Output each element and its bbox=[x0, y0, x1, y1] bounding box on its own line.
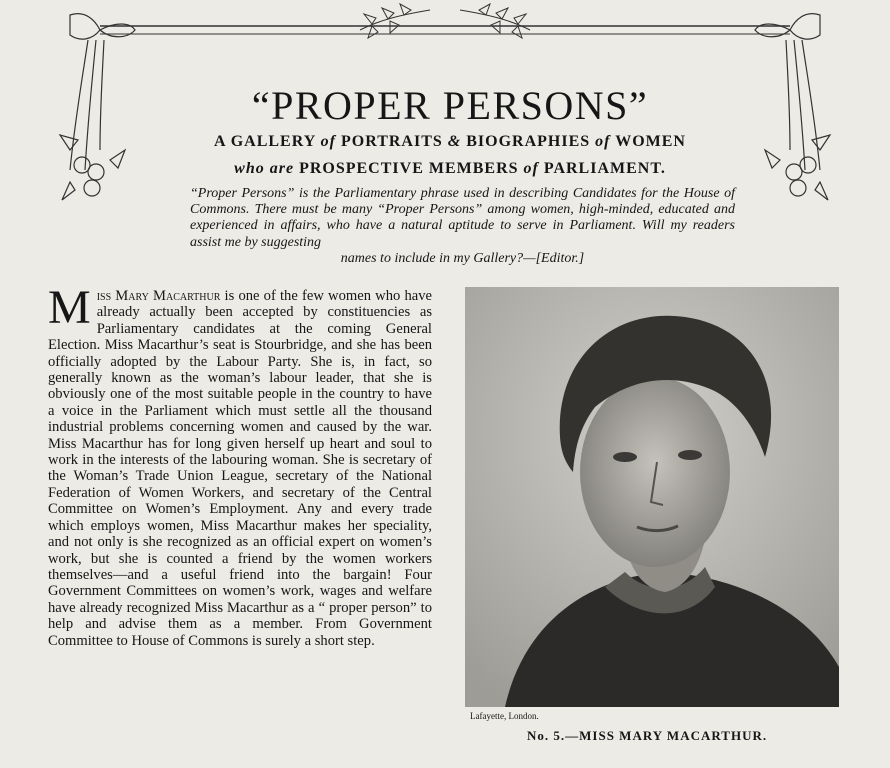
photo-caption: No. 5.—MISS MARY MACARTHUR. bbox=[527, 728, 768, 743]
subtitle-text: PROSPECTIVE MEMBERS bbox=[294, 160, 524, 177]
subtitle-line-1 bbox=[150, 133, 750, 151]
subtitle-italic: of bbox=[595, 133, 611, 150]
subtitle-text: A GALLERY bbox=[214, 133, 321, 150]
laurel-ornament bbox=[360, 4, 530, 38]
subtitle-line-2 bbox=[150, 160, 750, 178]
right-ribbon-ornament bbox=[755, 14, 830, 200]
subtitle-italic: of bbox=[523, 160, 539, 177]
subtitle-italic: who are bbox=[234, 160, 295, 177]
article-lead: iss Mary Macarthur bbox=[96, 288, 221, 304]
photo-credit: Lafayette, London. bbox=[470, 711, 539, 721]
article-body bbox=[48, 281, 433, 649]
subtitle-text: BIOGRAPHIES bbox=[461, 133, 596, 150]
editor-note-last-line: names to include in my Gallery?—[Editor.] bbox=[340, 250, 585, 266]
left-ribbon-ornament bbox=[60, 14, 135, 200]
page-title: “PROPER PERSONS” bbox=[251, 83, 649, 128]
article-text: is one of the few women who have already actually been accepted by constituencies as Parliamentary candidates at the coming General Election. Miss Macarthur’s seat is Stourbridge, and she has been officially adopted by the Labour Party. She is, in fact, so generally known as the woman’s labour leader, that she is obviously one of the most suitable people in the country to have a voice in the Parliament which must settle all the thousand industrial problems concerning women and caused by the war. Miss Macarthur has for long given herself up heart and soul to work in the interests of the labouring woman. She is secretary of the Woman’s Trade Union League, secretary of the National Federation of Women Workers, and secretary of the Central Committee on Women’s Employment. Any and every trade which employs women, Miss Macarthur makes her speciality, and not only is she recognized as an official expert on women’s work, but she is counted a friend by the women workers themselves—and a useful friend into the bargain! Four Government Committees on women’s work, wages and welfare have already recognized Miss Macarthur as a “ proper person” to help and advise them as a member. From Government Committee to House of Commons is surely a short step. bbox=[48, 288, 433, 649]
editor-note bbox=[190, 186, 735, 267]
portrait-photo bbox=[465, 287, 839, 707]
subtitle-text: PORTRAITS bbox=[335, 133, 448, 150]
subtitle-italic: of bbox=[320, 133, 336, 150]
drop-cap: M bbox=[48, 281, 91, 334]
subtitle-text: WOMEN bbox=[610, 133, 686, 150]
editor-note-body: “Proper Persons” is the Parliamentary phrase used in describing Candidates for the House of Commons. There must be many “Proper Persons” among women, high-minded, educated and experienced in affairs, who have a natural aptitude to serve in Parliament. Will my readers assist me by suggesting bbox=[190, 186, 735, 250]
subtitle-text: PARLIAMENT. bbox=[538, 160, 666, 177]
portrait-image bbox=[465, 287, 839, 707]
subtitle-italic: & bbox=[447, 133, 462, 150]
